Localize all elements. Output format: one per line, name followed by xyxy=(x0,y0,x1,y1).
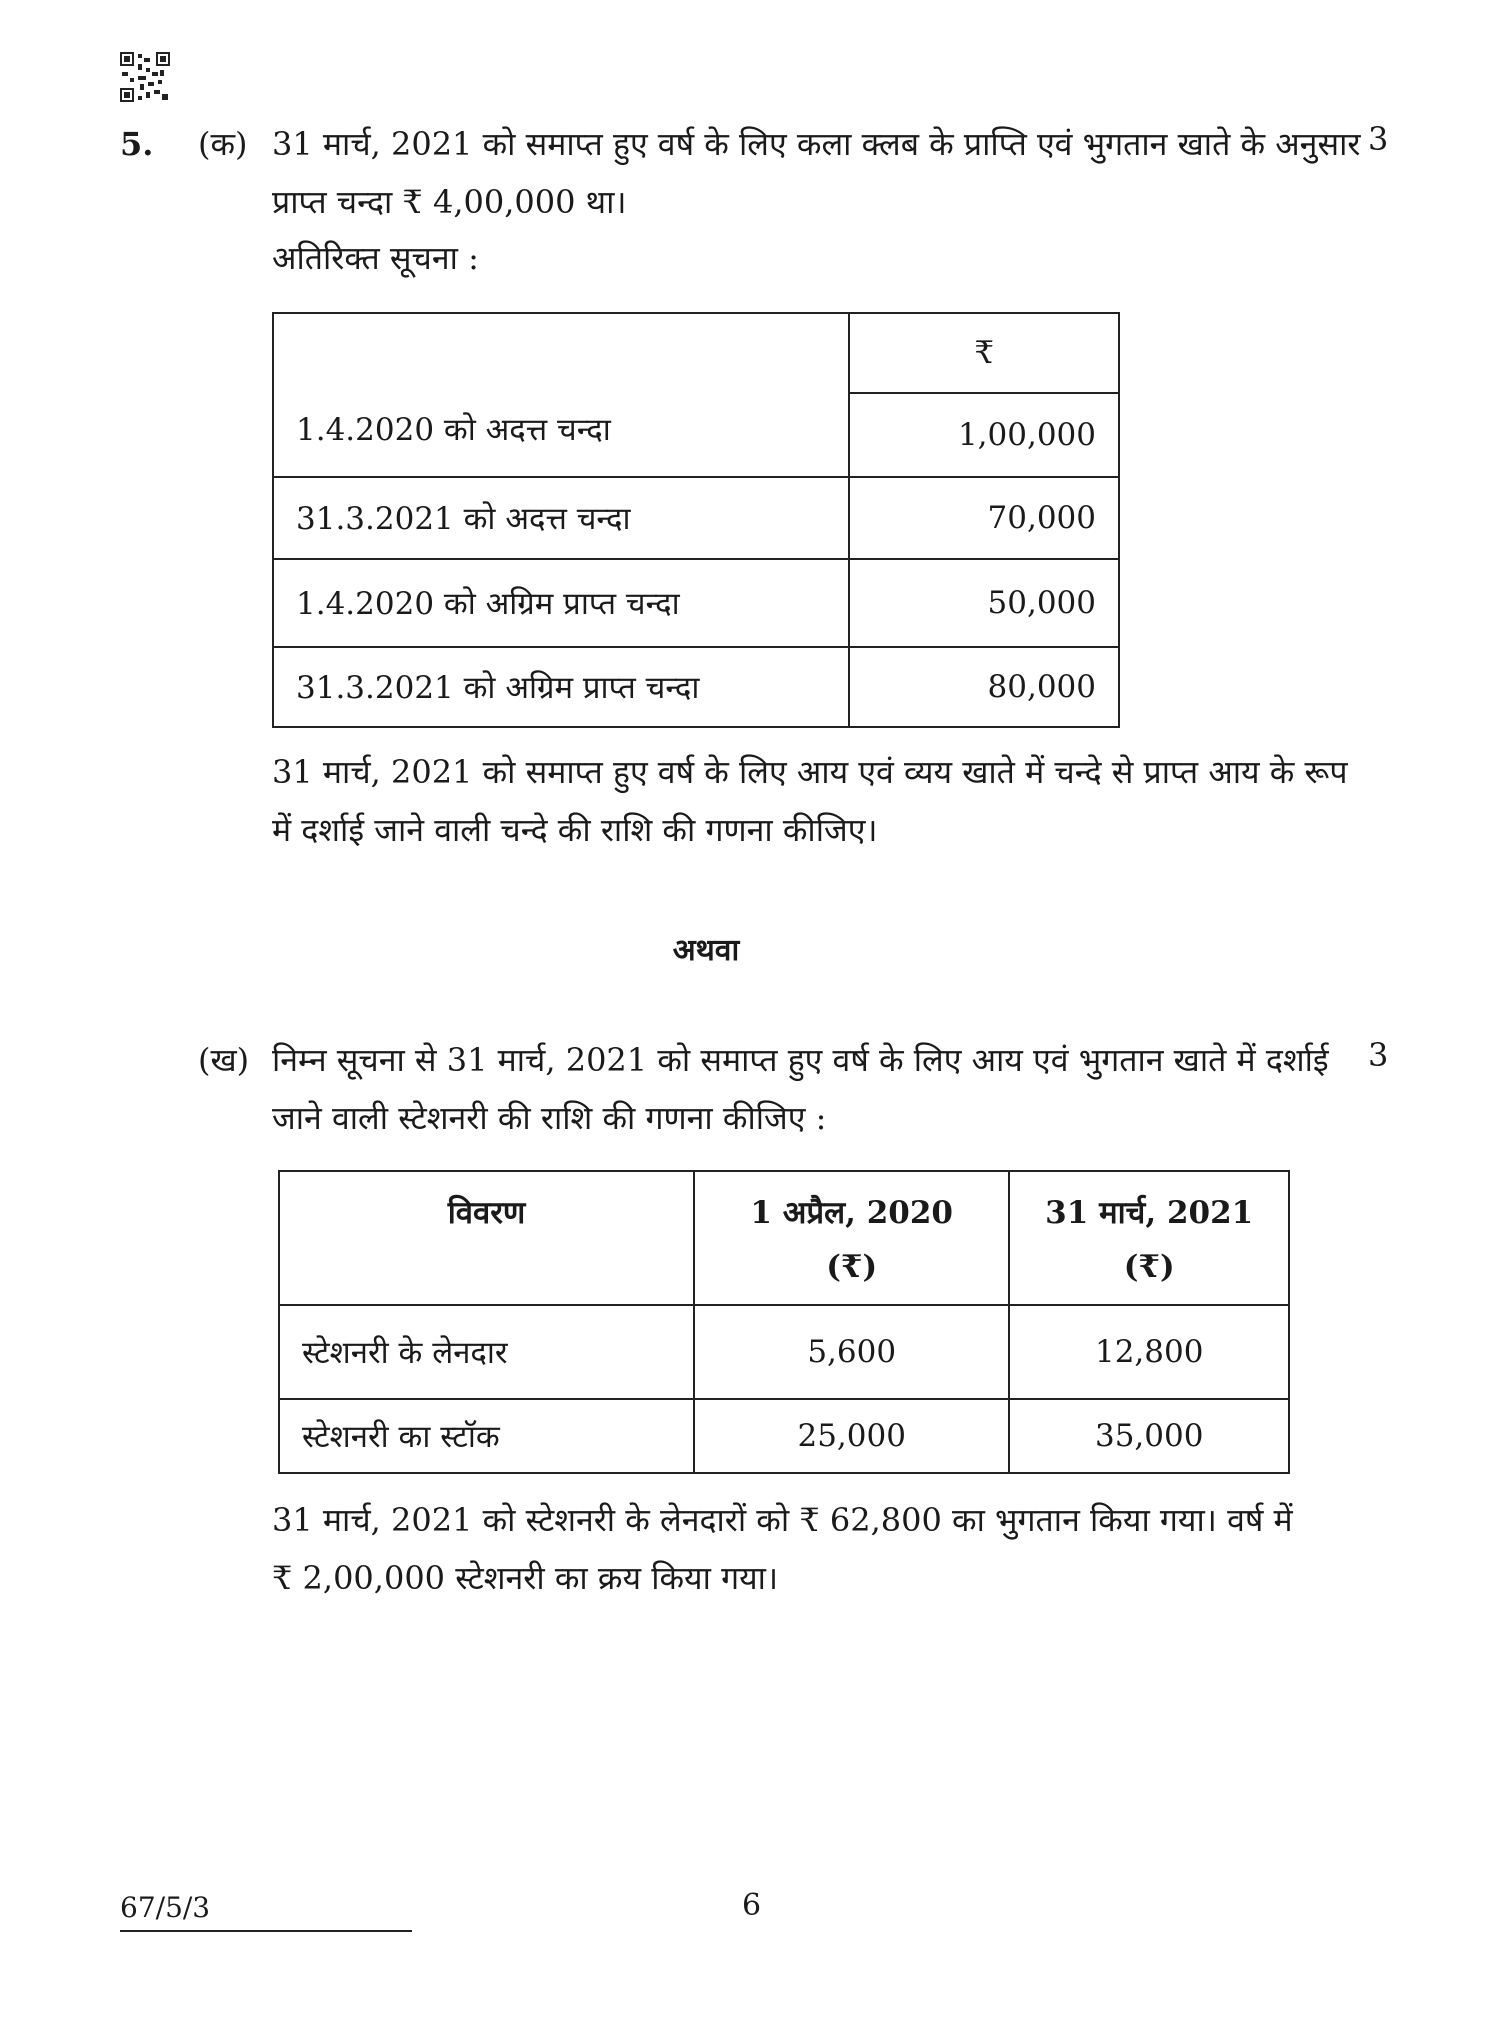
row-value-closing: 35,000 xyxy=(1009,1399,1289,1473)
header-particulars: विवरण xyxy=(279,1171,694,1305)
footer-rule xyxy=(120,1930,412,1932)
table-header-row xyxy=(279,1171,1289,1305)
part-b-note-line2: ₹ 2,00,000 स्टेशनरी का क्रय किया गया। xyxy=(272,1559,779,1597)
qr-code-icon xyxy=(120,52,170,102)
question-number: 5. xyxy=(120,125,154,163)
row-value: 70,000 xyxy=(849,477,1119,559)
currency-header: ₹ xyxy=(849,313,1119,393)
row-value-opening: 25,000 xyxy=(694,1399,1009,1473)
part-a-marks: 3 xyxy=(1368,120,1389,158)
part-b-note-line1: 31 मार्च, 2021 को स्टेशनरी के लेनदारों को ₹ 62,800 का भुगतान किया गया। वर्ष में xyxy=(272,1501,1293,1539)
row-value: 50,000 xyxy=(849,559,1119,647)
row-value-closing: 12,800 xyxy=(1009,1305,1289,1399)
row-value: 80,000 xyxy=(849,647,1119,727)
table-row xyxy=(279,1399,1289,1473)
table-row xyxy=(273,647,1119,727)
part-a-text-line1: 31 मार्च, 2021 को समाप्त हुए वर्ष के लिए कला क्लब के प्राप्ति एवं भुगतान खाते के अनुसार xyxy=(272,125,1361,163)
part-b-marks: 3 xyxy=(1368,1036,1389,1074)
table-row xyxy=(279,1305,1289,1399)
row-label: 31.3.2021 को अग्रिम प्राप्त चन्दा xyxy=(273,647,849,727)
subscription-table xyxy=(272,312,1120,728)
or-divider-text: अथवा xyxy=(672,933,740,968)
part-b-text-line2: जाने वाली स्टेशनरी की राशि की गणना कीजिए : xyxy=(272,1099,827,1137)
table-row xyxy=(273,477,1119,559)
stationery-table xyxy=(278,1170,1290,1474)
row-value: 1,00,000 xyxy=(849,393,1119,477)
header-closing-date: 31 मार्च, 2021 (₹) xyxy=(1009,1171,1289,1305)
part-b-text-line1: निम्न सूचना से 31 मार्च, 2021 को समाप्त हुए वर्ष के लिए आय एवं भुगतान खाते में दर्शाई xyxy=(272,1041,1329,1079)
part-a-question-line1: 31 मार्च, 2021 को समाप्त हुए वर्ष के लिए आय एवं व्यय खाते में चन्दे से प्राप्त आय के रूप xyxy=(272,753,1348,791)
part-a-question-line2: में दर्शाई जाने वाली चन्दे की राशि की गणना कीजिए। xyxy=(272,811,878,849)
page-number: 6 xyxy=(742,1888,762,1923)
row-label: 31.3.2021 को अदत्त चन्दा xyxy=(273,477,849,559)
part-a-text-line2: प्राप्त चन्दा ₹ 4,00,000 था। xyxy=(272,183,627,221)
table-row xyxy=(273,313,849,477)
row-label: स्टेशनरी के लेनदार xyxy=(279,1305,694,1399)
row-label: स्टेशनरी का स्टॉक xyxy=(279,1399,694,1473)
part-a-label: (क) xyxy=(198,125,248,163)
row-value-opening: 5,600 xyxy=(694,1305,1009,1399)
row-label: 1.4.2020 को अदत्त चन्दा xyxy=(296,412,611,448)
paper-code: 67/5/3 xyxy=(120,1891,211,1924)
part-b-label: (ख) xyxy=(198,1041,250,1079)
additional-info-heading: अतिरिक्त सूचना : xyxy=(272,239,479,277)
table-row xyxy=(273,559,1119,647)
header-opening-date: 1 अप्रैल, 2020 (₹) xyxy=(694,1171,1009,1305)
row-label: 1.4.2020 को अग्रिम प्राप्त चन्दा xyxy=(273,559,849,647)
